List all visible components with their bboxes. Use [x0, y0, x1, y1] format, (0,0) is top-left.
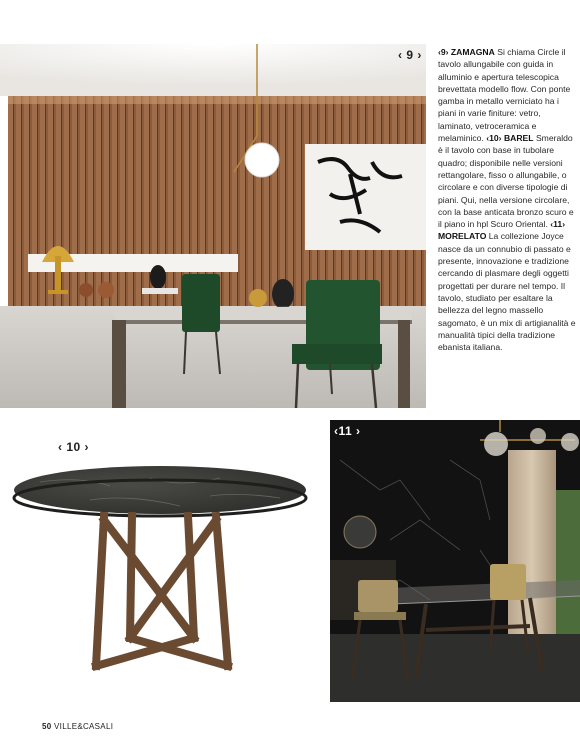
caption-item-barel: [438, 133, 574, 229]
photo-barel-smeraldo-table: [0, 420, 322, 700]
caption-brand: MORELATO: [438, 231, 487, 242]
caption-number: ‹10›: [486, 133, 502, 144]
photo-tag-9: ‹ 9 ›: [398, 48, 422, 62]
caption-number: ‹9›: [438, 47, 449, 57]
photo-tag-10: ‹ 10 ›: [58, 440, 90, 454]
photo-morelato-joyce-table: [330, 420, 580, 702]
photo-tag-11: ‹11 ›: [334, 424, 361, 438]
photo-zamagna-circle-table: [0, 44, 426, 408]
caption-body: Smeraldo è il tavolo con base in tubolare quadro; disponibile nelle versioni rettangolare, fisso o allungabile, o circolare e con diverse tipologie di piani. Qui, nella versione circolare, con la base anticata bronzo scuro e il piano in hpl Scuro Oriental.: [438, 133, 574, 230]
magazine-name: VILLE&CASALI: [54, 722, 114, 731]
caption-body: Si chiama Circle il tavolo allungabile con guida in alluminio e apertura telescopica brevettata modello flow. Con ponte gamba in metallo verniciato ha i piani in varie finiture: vetro, laminato, vetroceramica e melaminico.: [438, 47, 571, 144]
caption-body: La collezione Joyce nasce da un connubio di passato e presente, innovazione e tradizione cercando di plasmare degli oggetti progettati per durare nel tempo. Il tavolo, studiato per esaltare la bellezza del legno massello sagomato, è un mix di artigianalità e manualità tipici della tradizione ebanista italiana.: [438, 231, 576, 353]
page-number: 50: [42, 722, 52, 731]
caption-item-morelato: [438, 219, 576, 352]
caption-item-zamagna: [438, 47, 570, 143]
caption-text: [438, 46, 576, 353]
caption-number: ‹11›: [550, 219, 566, 230]
caption-brand: ZAMAGNA: [450, 47, 495, 57]
page-footer: [42, 722, 113, 731]
caption-brand: BAREL: [503, 133, 534, 144]
